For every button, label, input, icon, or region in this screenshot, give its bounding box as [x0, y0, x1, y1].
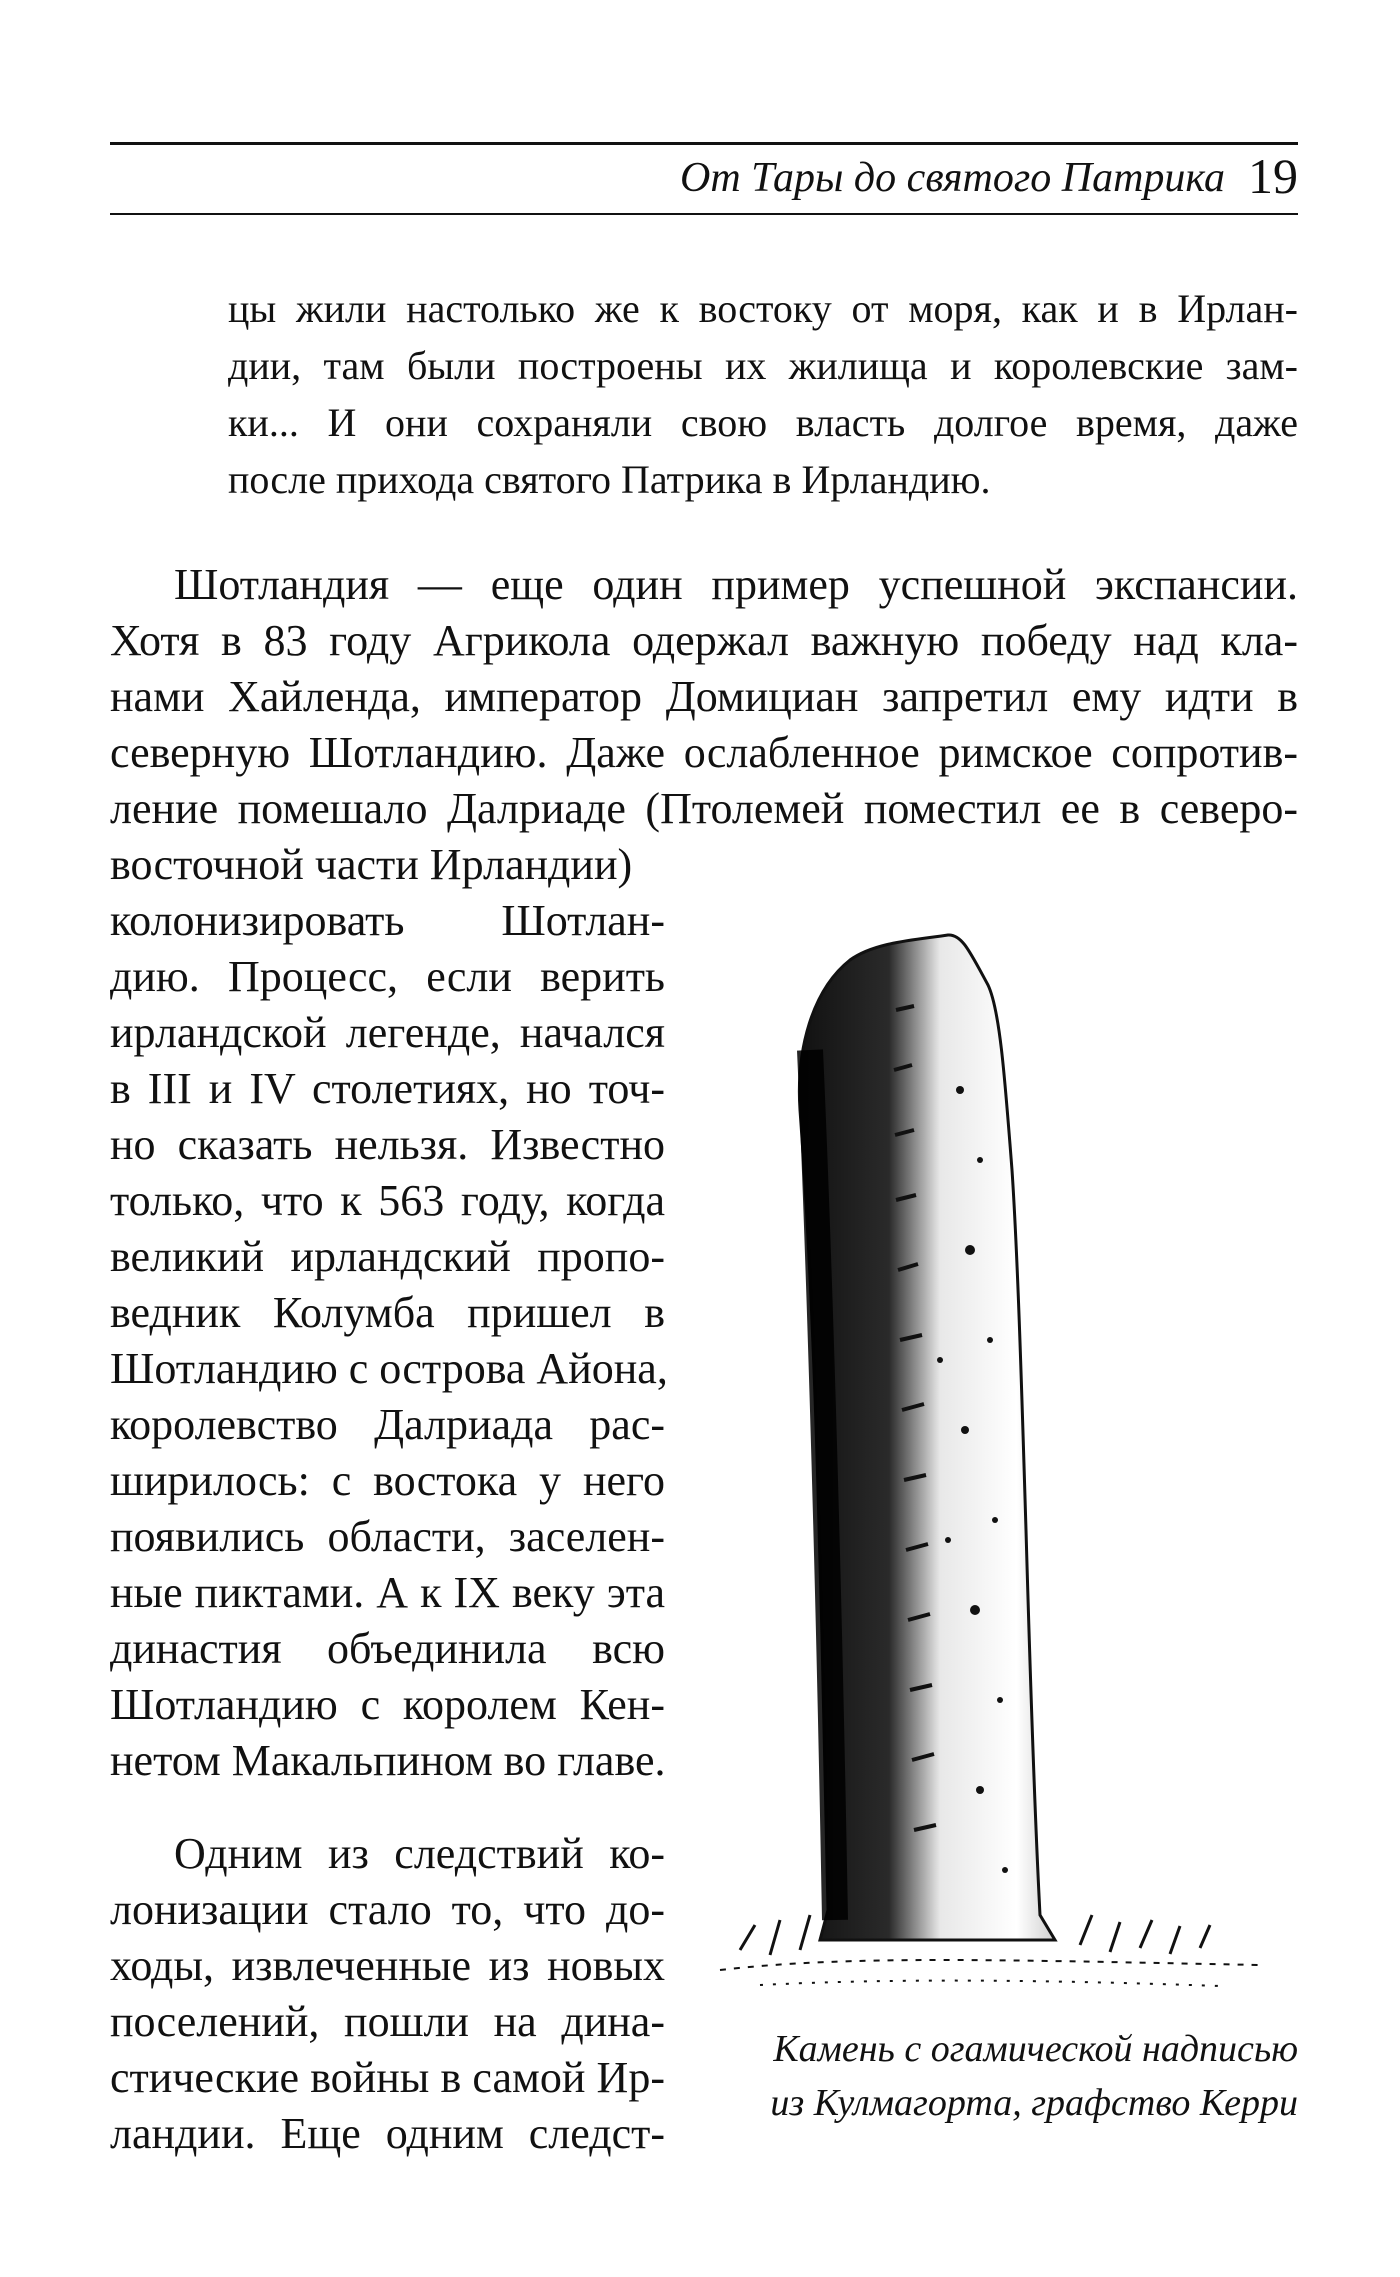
text-line: великий ирландский пропо-: [110, 1232, 665, 1281]
text-line: ширилось: с востока у него: [110, 1456, 665, 1505]
text-line: восточной части Ирландии): [110, 840, 633, 889]
text-line: ходы, извлеченные из новых: [110, 1941, 665, 1990]
text-line: цы жили настолько же к востоку от моря, как и в Ирлан-: [228, 286, 1298, 331]
text-line: нетом Макальпином во главе.: [110, 1736, 666, 1785]
running-title: От Тары до святого Патрика: [679, 155, 1225, 201]
text-line: Шотландию с королем Кен-: [110, 1680, 665, 1729]
text-line: Хотя в 83 году Агрикола одержал важную победу над кла-: [110, 616, 1298, 665]
text-line: стические войны в самой Ир-: [110, 2053, 665, 2102]
header-rule-top: [110, 142, 1298, 145]
header-rule-bottom: [110, 213, 1298, 215]
page-number: 19: [1248, 148, 1298, 204]
paragraph-scotland-continued: [110, 893, 668, 1789]
text-line: только, что к 563 году, когда: [110, 1176, 665, 1225]
text-line: Шотландию с острова Айона,: [110, 1344, 668, 1393]
text-line: нами Хайленда, император Домициан запретил ему идти в: [110, 672, 1298, 721]
text-line: северную Шотландию. Даже ослабленное римское сопротив-: [110, 728, 1298, 777]
text-line: дию. Процесс, если верить: [110, 952, 665, 1001]
text-line: колонизировать Шотлан-: [110, 896, 665, 945]
text-line: Шотландия — еще один пример успешной экспансии.: [174, 560, 1298, 609]
text-line: в III и IV столетиях, но точ-: [110, 1064, 665, 1113]
text-line: лонизации стало то, что до-: [110, 1885, 665, 1934]
caption-line: Камень с огамической надписью: [773, 2028, 1298, 2070]
text-line: ландии. Еще одним следст-: [110, 2109, 665, 2158]
text-line: но сказать нельзя. Известно: [110, 1120, 665, 1169]
text-line: поселений, пошли на дина-: [110, 1997, 665, 2046]
caption-line: из Кулмагорта, графство Керри: [770, 2082, 1298, 2124]
figure-caption: [700, 2022, 1298, 2130]
text-line: ление помешало Далриаде (Птолемей поместил ее в северо-: [110, 784, 1298, 833]
text-line: королевство Далриада рас-: [110, 1400, 665, 1449]
paragraph-consequences: [110, 1826, 665, 2162]
text-line: Одним из следствий ко-: [174, 1829, 665, 1878]
text-line: ведник Колумба пришел в: [110, 1288, 665, 1337]
text-line: дии, там были построены их жилища и королевские зам-: [228, 343, 1298, 388]
quotation-block: [228, 280, 1298, 508]
text-line: после прихода святого Патрика в Ирландию.: [228, 457, 991, 502]
text-line: ирландской легенде, начался: [110, 1008, 665, 1057]
text-line: династия объединила всю: [110, 1624, 665, 1673]
paragraph-scotland: [110, 557, 1298, 893]
text-line: ки... И они сохраняли свою власть долгое время, даже: [228, 400, 1298, 445]
text-line: ные пиктами. А к IX веку эта: [110, 1568, 665, 1617]
ogham-stone-illustration: [700, 930, 1300, 2045]
text-line: появились области, заселен-: [110, 1512, 665, 1561]
